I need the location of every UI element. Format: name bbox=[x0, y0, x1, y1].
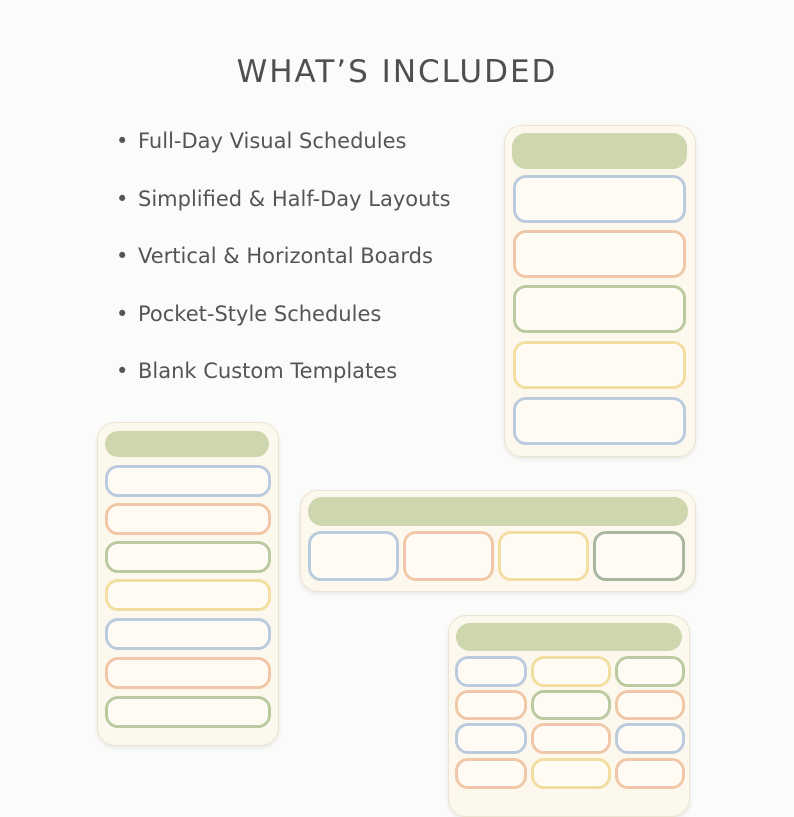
feature-label: Simplified & Half-Day Layouts bbox=[138, 186, 451, 211]
schedule-slot bbox=[615, 656, 685, 687]
schedule-slot bbox=[105, 541, 271, 573]
vertical-board-full-day bbox=[504, 125, 696, 457]
schedule-slot bbox=[105, 657, 271, 689]
schedule-slot bbox=[105, 696, 271, 728]
horizontal-board bbox=[300, 490, 696, 592]
schedule-slot bbox=[498, 531, 589, 581]
schedule-slot bbox=[513, 230, 686, 278]
schedule-slot bbox=[531, 758, 611, 789]
schedule-slot bbox=[513, 397, 686, 445]
feature-item bbox=[116, 182, 451, 240]
schedule-slot bbox=[615, 758, 685, 789]
schedule-slot bbox=[105, 579, 271, 611]
bullet-icon: • bbox=[116, 359, 129, 383]
schedule-slot bbox=[615, 690, 685, 720]
schedule-slot bbox=[455, 723, 527, 754]
feature-label: Blank Custom Templates bbox=[138, 359, 398, 383]
schedule-slot bbox=[615, 723, 685, 754]
board-header-bar bbox=[105, 431, 269, 457]
feature-item bbox=[116, 239, 451, 297]
feature-label: Full-Day Visual Schedules bbox=[138, 129, 407, 153]
schedule-slot bbox=[308, 531, 399, 581]
board-header-bar bbox=[512, 133, 687, 169]
features-list bbox=[116, 124, 451, 412]
bullet-icon: • bbox=[116, 301, 129, 326]
board-header-bar bbox=[308, 497, 688, 526]
schedule-slot bbox=[403, 531, 494, 581]
schedule-slot bbox=[513, 175, 686, 223]
vertical-board-simplified bbox=[97, 422, 279, 746]
feature-item bbox=[116, 297, 451, 355]
bullet-icon: • bbox=[116, 186, 129, 211]
schedule-slot bbox=[531, 690, 611, 720]
bullet-icon: • bbox=[116, 244, 129, 268]
schedule-slot bbox=[513, 341, 686, 389]
schedule-slot bbox=[455, 690, 527, 720]
feature-label: Vertical & Horizontal Boards bbox=[138, 244, 433, 268]
schedule-slot bbox=[455, 758, 527, 789]
schedule-slot bbox=[531, 723, 611, 754]
schedule-slot bbox=[531, 656, 611, 687]
bullet-icon: • bbox=[116, 129, 129, 153]
feature-item bbox=[116, 124, 451, 182]
pocket-style-board bbox=[448, 615, 690, 817]
feature-item bbox=[116, 354, 451, 412]
schedule-slot bbox=[455, 656, 527, 687]
schedule-slot bbox=[105, 618, 271, 650]
board-header-bar bbox=[456, 623, 682, 651]
schedule-slot bbox=[105, 503, 271, 535]
schedule-slot bbox=[513, 285, 686, 333]
schedule-slot bbox=[593, 531, 685, 581]
page-title: WHAT’S INCLUDED bbox=[236, 54, 558, 90]
feature-label: Pocket-Style Schedules bbox=[138, 301, 382, 326]
schedule-slot bbox=[105, 465, 271, 497]
